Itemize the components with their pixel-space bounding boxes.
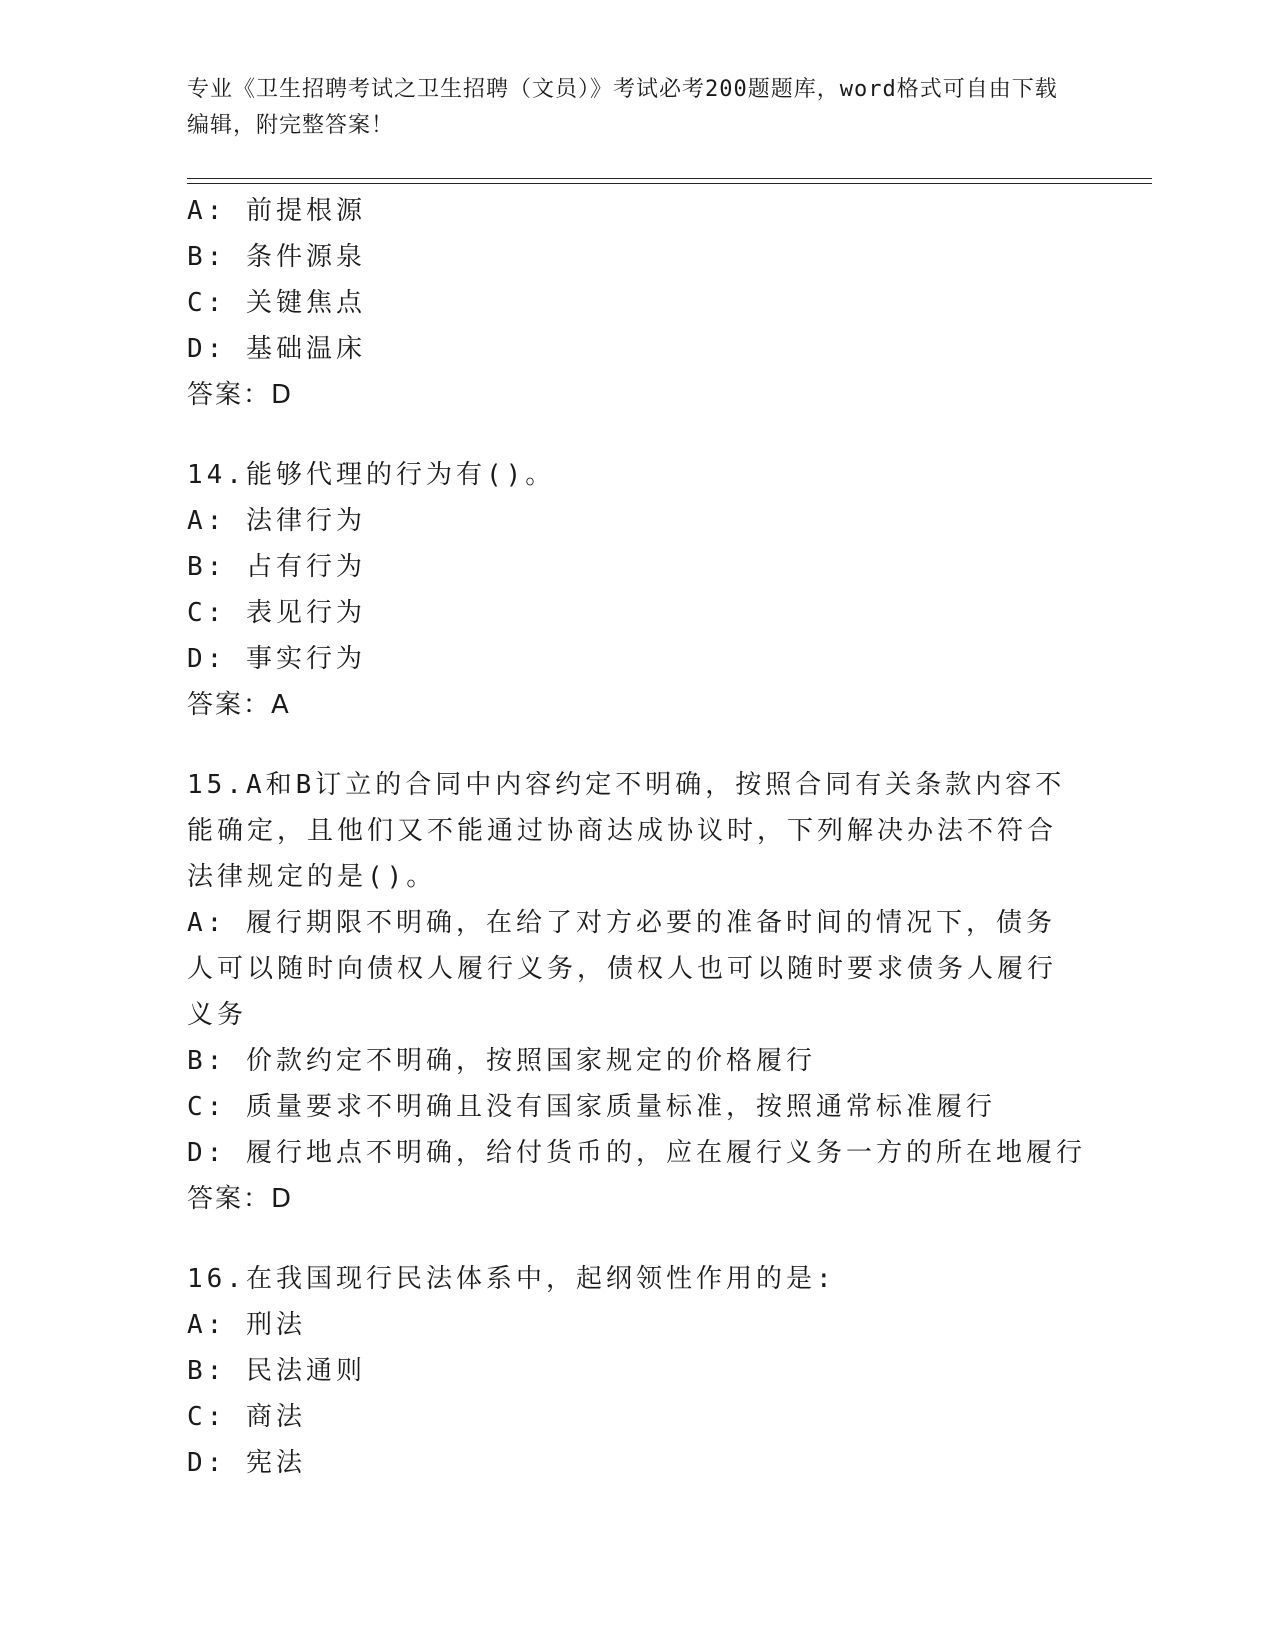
option-a: A: 法律行为 [187, 506, 366, 536]
option-d: D: 基础温床 [187, 334, 366, 364]
option-a: A: 刑法 [187, 1310, 306, 1340]
option-a: A: 前提根源 [187, 196, 366, 226]
question-13 [187, 188, 1077, 418]
option-d: D: 履行地点不明确，给付货币的，应在履行义务一方的所在地履行 [187, 1138, 1086, 1168]
question-16 [187, 1256, 1077, 1486]
question-text: 15.A和B订立的合同中内容约定不明确，按照合同有关条款内容不能确定，且他们又不能通过协商达成协议时，下列解决办法不符合法律规定的是()。 [187, 770, 1066, 892]
option-c: C: 商法 [187, 1402, 306, 1432]
question-content [187, 188, 1086, 1486]
option-c: C: 质量要求不明确且没有国家质量标准，按照通常标准履行 [187, 1092, 996, 1122]
option-d: D: 宪法 [187, 1448, 306, 1478]
option-b: B: 占有行为 [187, 552, 366, 582]
header-divider-top [187, 178, 1152, 179]
question-14 [187, 452, 1077, 728]
answer: 答案：A [187, 690, 291, 720]
question-text: 14.能够代理的行为有()。 [187, 460, 556, 490]
document-header: 专业《卫生招聘考试之卫生招聘（文员）》考试必考200题题库，word格式可自由下载编辑，附完整答案！ [187, 77, 1058, 138]
question-text: 16.在我国现行民法体系中，起纲领性作用的是: [187, 1264, 836, 1294]
option-b: B: 条件源泉 [187, 242, 366, 272]
question-15 [187, 762, 1086, 1222]
answer: 答案：D [187, 1184, 294, 1214]
answer: 答案：D [187, 380, 294, 410]
option-b: B: 价款约定不明确，按照国家规定的价格履行 [187, 1046, 816, 1076]
option-c: C: 关键焦点 [187, 288, 366, 318]
option-a: A: 履行期限不明确，在给了对方必要的准备时间的情况下，债务人可以随时向债权人履行义务，债权人也可以随时要求债务人履行义务 [187, 908, 1058, 1030]
option-c: C: 表见行为 [187, 598, 366, 628]
header-divider-bottom [187, 183, 1152, 184]
option-d: D: 事实行为 [187, 644, 366, 674]
option-b: B: 民法通则 [187, 1356, 366, 1386]
